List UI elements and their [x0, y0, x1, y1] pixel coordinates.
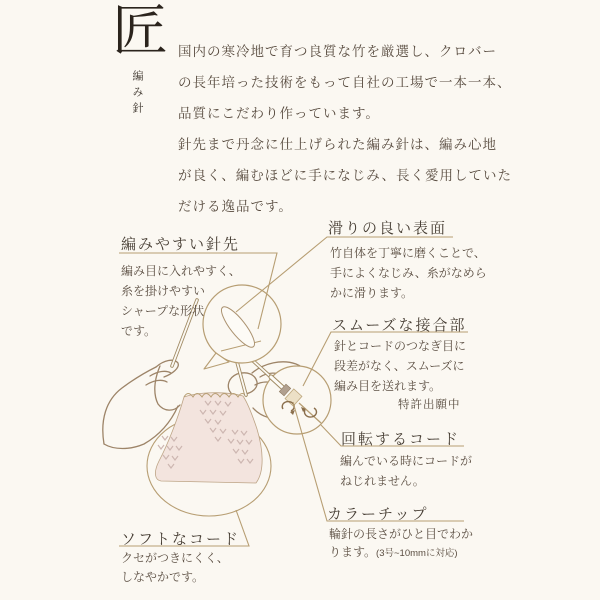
callout-line: 手によくなじみ、糸がなめら [330, 266, 487, 280]
intro-line: が良く、編むほどに手になじみ、長く愛用していた [178, 168, 513, 183]
brand-sublabel: 編み針 [131, 70, 143, 118]
callout-joint-body [334, 336, 466, 396]
intro-line: 針先まで丹念に仕上げられた編み針は、編み心地 [178, 137, 497, 152]
intro-paragraph-1 [178, 36, 512, 129]
patent-pending-note: 特許出願中 [398, 399, 461, 411]
callout-line: 糸を掛けやすい [121, 284, 206, 298]
callout-line-main: ります。 [329, 545, 377, 559]
magnifier-joint [263, 366, 331, 434]
callout-line: シャープな形状 [121, 304, 205, 318]
callout-line [329, 543, 473, 561]
callout-surface-title: 滑りの良い表面 [328, 220, 448, 237]
callout-rotating-cord-title: 回転するコード [341, 431, 461, 448]
callout-line: ねじれません。 [340, 474, 425, 488]
callout-line: 編み目に入れやすく、 [121, 264, 241, 278]
callout-surface-body [330, 243, 487, 303]
callout-color-chip-title: カラーチップ [327, 506, 429, 523]
callout-line: 段差がなく、スムーズに [334, 359, 465, 373]
callout-needle-tip-title: 編みやすい針先 [121, 236, 241, 253]
intro-line: 品質にこだわり作っています。 [178, 106, 380, 121]
callout-line: です。 [121, 324, 157, 338]
callout-line: クセがつきにくく、 [121, 551, 229, 565]
callout-joint-title: スムーズな接合部 [332, 317, 467, 334]
callout-needle-tip-body [121, 261, 241, 341]
callout-rotating-cord-body [340, 451, 472, 491]
intro-line: だける逸品です。 [178, 199, 293, 214]
intro-paragraph-2 [178, 129, 512, 222]
brand-logo: 匠 [112, 0, 168, 64]
callout-soft-cord-body [121, 549, 229, 587]
callout-line: 編んでいる時にコードが [340, 454, 473, 468]
callout-line: 竹自体を丁寧に磨くことで、 [330, 246, 486, 260]
callout-line: 編み目を送れます。 [334, 379, 442, 393]
callout-soft-cord-title: ソフトなコード [121, 531, 241, 548]
callout-line: しなやかです。 [121, 570, 205, 584]
callout-line: 針とコードのつなぎ目に [334, 339, 467, 353]
left-hand [103, 360, 180, 448]
callout-line: 輪針の長さがひと目でわか [329, 527, 474, 541]
callout-color-chip-body [329, 525, 473, 561]
callout-line: かに滑ります。 [330, 286, 414, 300]
intro-line: 国内の寒冷地で育つ良質な竹を厳選し、クロバー [178, 44, 497, 59]
intro-line: の長年培った技術をもって自社の工場で一本一本、 [178, 75, 512, 90]
size-range-note: (3号~10mmに対応) [376, 548, 458, 559]
